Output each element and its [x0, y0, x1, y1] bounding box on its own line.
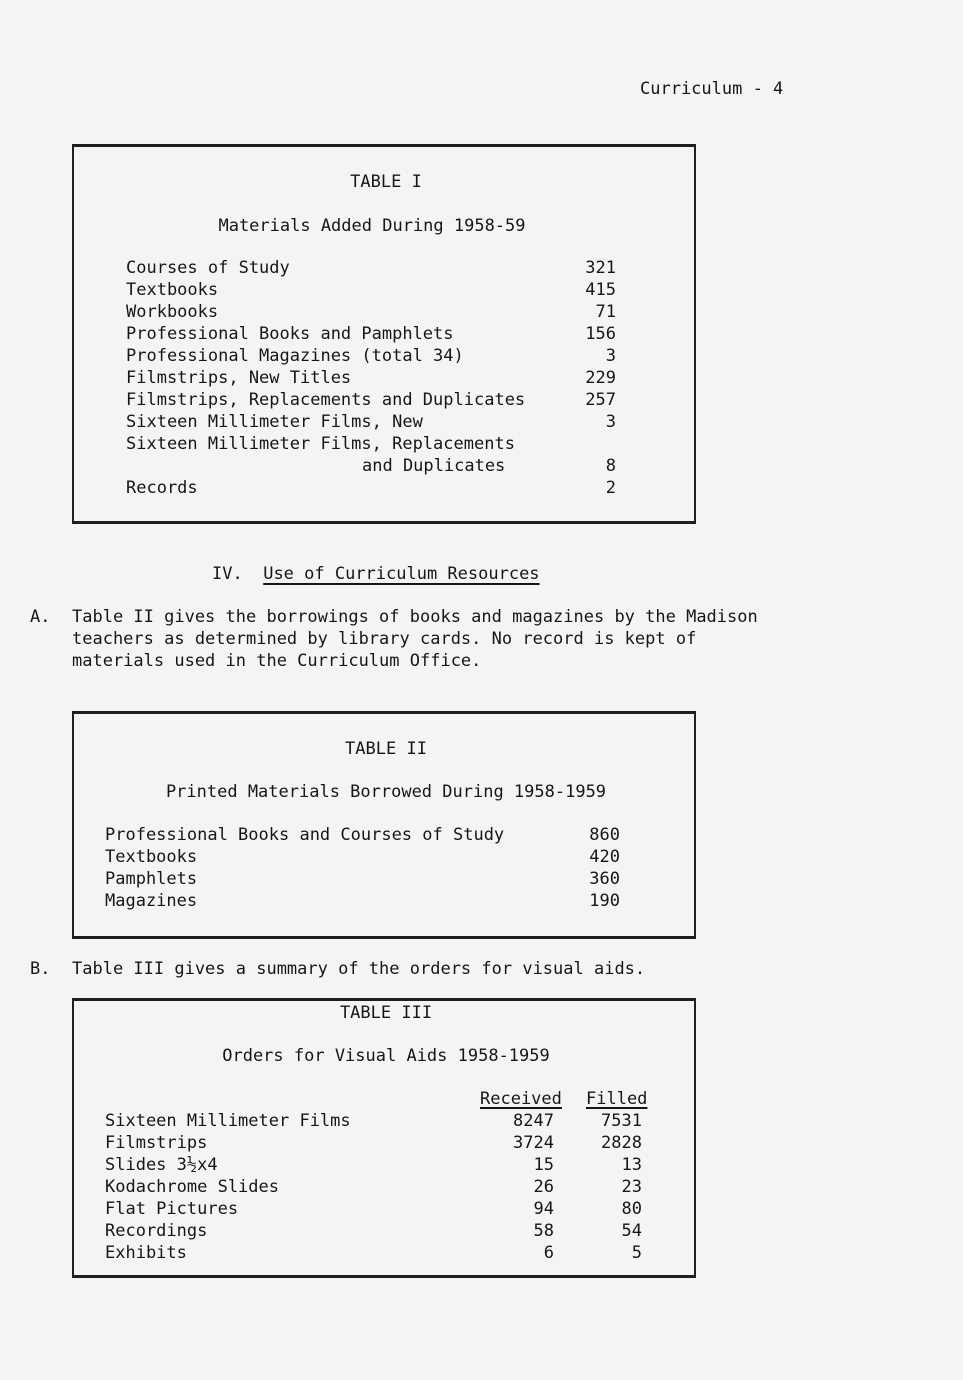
- table-row: Kodachrome Slides: [105, 1177, 279, 1197]
- table-row: Textbooks: [105, 847, 198, 867]
- section-heading: [212, 564, 540, 584]
- paragraph-a-line-1: [30, 606, 758, 628]
- table-row: Sixteen Millimeter Films, Replacements: [126, 434, 515, 454]
- table-row: Slides 3½x4: [105, 1155, 218, 1175]
- paragraph-b-marker: B.: [30, 959, 51, 979]
- table-row-value: 3: [605, 346, 616, 366]
- table-row-value: 190: [589, 891, 620, 911]
- paragraph-b: [30, 958, 645, 980]
- table-row-value: 321: [585, 258, 616, 278]
- table-3-label: TABLE III: [339, 1003, 433, 1023]
- filled-value: 23: [621, 1177, 642, 1197]
- table-row-value: 8: [605, 456, 616, 476]
- table-1-box: [72, 144, 696, 524]
- filled-value: 5: [631, 1243, 642, 1263]
- table-row: Filmstrips, Replacements and Duplicates: [126, 390, 526, 410]
- filled-value: 2828: [601, 1133, 642, 1153]
- table-row: Professional Books and Pamphlets: [126, 324, 454, 344]
- table-1-title: Materials Added During 1958-59: [218, 216, 526, 236]
- table-row-value: 156: [585, 324, 616, 344]
- received-value: 8247: [513, 1111, 554, 1131]
- table-2-title: Printed Materials Borrowed During 1958-1959: [165, 782, 607, 802]
- table-row: Flat Pictures: [105, 1199, 239, 1219]
- column-header-filled: Filled: [586, 1089, 648, 1109]
- table-2-box: [72, 711, 696, 939]
- table-row-value: 229: [585, 368, 616, 388]
- paragraph-a-marker: A.: [30, 607, 51, 627]
- filled-value: 80: [621, 1199, 642, 1219]
- table-row: Sixteen Millimeter Films: [105, 1111, 351, 1131]
- page-reference: Curriculum - 4: [640, 79, 784, 99]
- table-row-value: 420: [589, 847, 620, 867]
- table-row-continuation: and Duplicates: [362, 456, 506, 476]
- paragraph-text: Table II gives the borrowings of books and magazines by the Madison: [72, 607, 758, 627]
- paragraph-text: Table III gives a summary of the orders for visual aids.: [72, 959, 646, 979]
- column-header-received: Received: [480, 1089, 562, 1109]
- table-row: Workbooks: [126, 302, 219, 322]
- table-row: Exhibits: [105, 1243, 187, 1263]
- table-row: Pamphlets: [105, 869, 198, 889]
- section-number: IV.: [212, 564, 243, 584]
- table-3-title: Orders for Visual Aids 1958-1959: [222, 1046, 550, 1066]
- table-row-value: 257: [585, 390, 616, 410]
- table-row-value: 360: [589, 869, 620, 889]
- table-row: Textbooks: [126, 280, 219, 300]
- table-row: Professional Books and Courses of Study: [105, 825, 505, 845]
- paragraph-a-line-2: teachers as determined by library cards. No record is kept of: [72, 629, 697, 649]
- table-row: Professional Magazines (total 34): [126, 346, 464, 366]
- table-row: Records: [126, 478, 198, 498]
- filled-value: 54: [621, 1221, 642, 1241]
- received-value: 58: [533, 1221, 554, 1241]
- table-row-value: 860: [589, 825, 620, 845]
- table-row: Recordings: [105, 1221, 208, 1241]
- table-row-value: 3: [605, 412, 616, 432]
- table-3-box: [72, 998, 696, 1278]
- table-2-label: TABLE II: [345, 739, 427, 759]
- table-row: Filmstrips: [105, 1133, 208, 1153]
- table-row: Courses of Study: [126, 258, 290, 278]
- table-row-value: 71: [595, 302, 616, 322]
- table-row: Magazines: [105, 891, 198, 911]
- filled-value: 7531: [601, 1111, 642, 1131]
- received-value: 3724: [513, 1133, 554, 1153]
- table-1-label: TABLE I: [350, 172, 422, 192]
- received-value: 6: [543, 1243, 554, 1263]
- table-row: Sixteen Millimeter Films, New: [126, 412, 423, 432]
- table-row: Filmstrips, New Titles: [126, 368, 352, 388]
- filled-value: 13: [621, 1155, 642, 1175]
- received-value: 15: [533, 1155, 554, 1175]
- received-value: 26: [533, 1177, 554, 1197]
- table-row-value: 415: [585, 280, 616, 300]
- section-title: Use of Curriculum Resources: [263, 564, 540, 584]
- table-row-value: 2: [605, 478, 616, 498]
- received-value: 94: [533, 1199, 554, 1219]
- paragraph-a-line-3: materials used in the Curriculum Office.: [72, 651, 482, 671]
